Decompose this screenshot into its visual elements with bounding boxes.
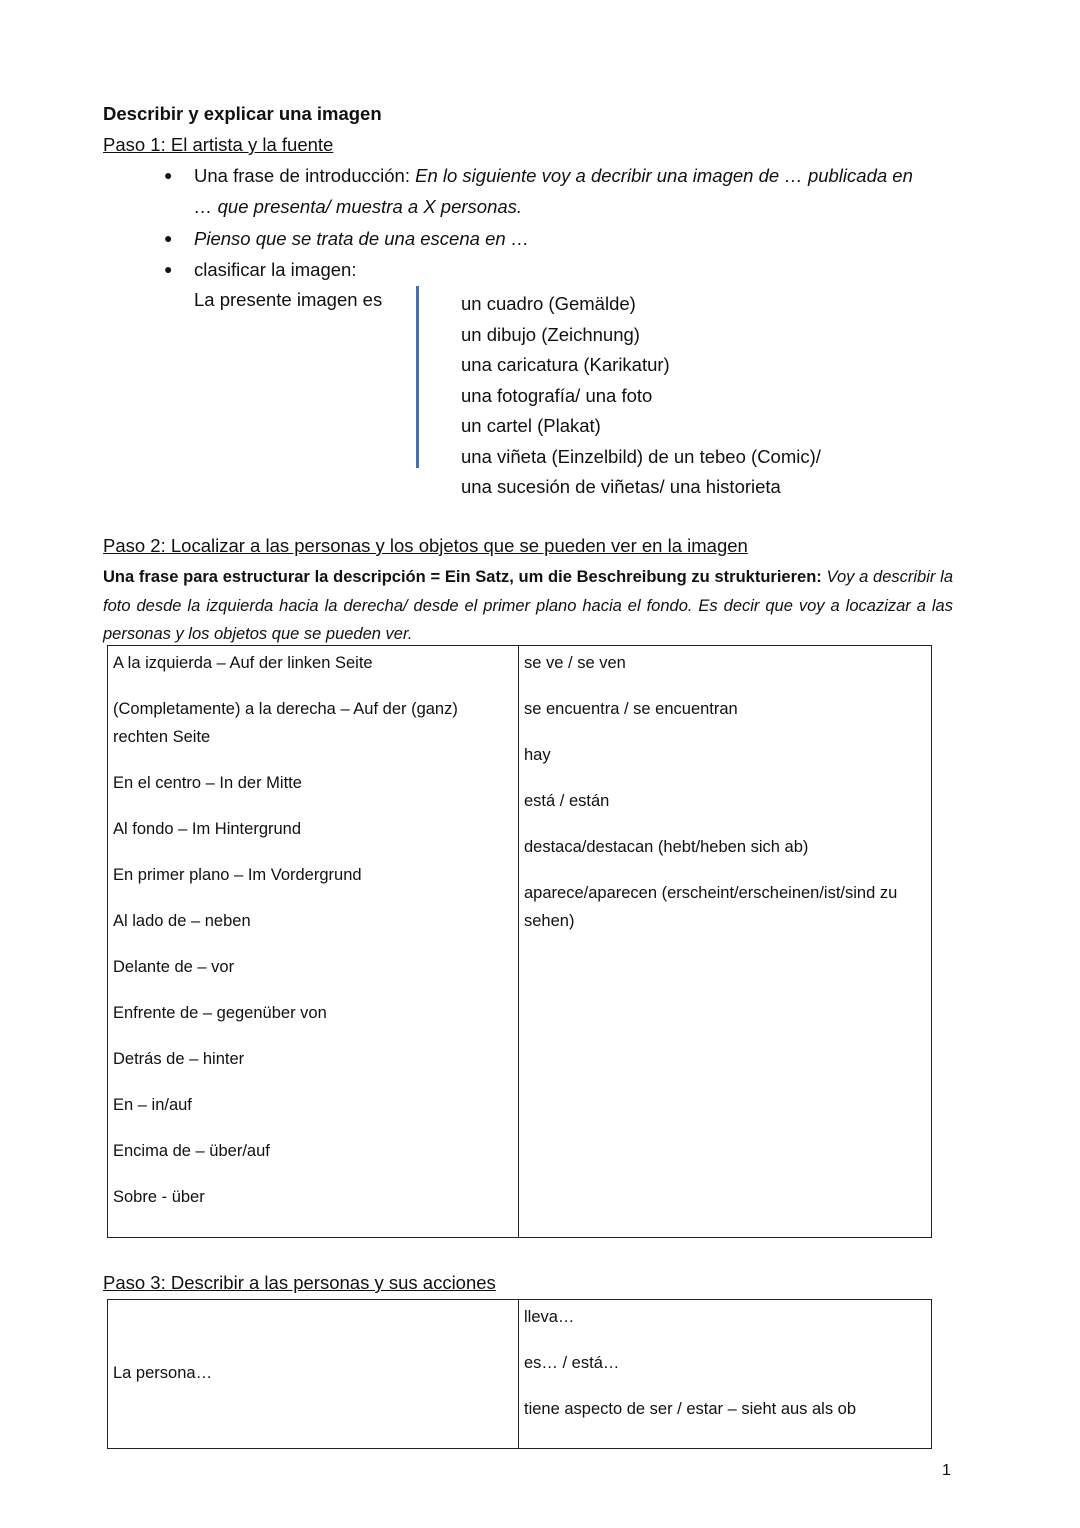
bullet-dot-icon: ●: [164, 167, 173, 183]
bullet-dot-icon: ●: [164, 261, 173, 277]
location-phrase: Encima de – über/auf: [113, 1141, 270, 1160]
bullet-dot-icon: ●: [164, 230, 173, 246]
step1-heading: Paso 1: El artista y la fuente: [103, 134, 334, 155]
image-type-item: un cuadro (Gemälde): [461, 293, 636, 314]
bullet-intro-example: En lo siguiente voy a decribir una imagen de … publicada en: [415, 165, 913, 186]
bullet-intro-example-cont: … que presenta/ muestra a X personas.: [194, 196, 523, 217]
step2-heading: Paso 2: Localizar a las personas y los objetos que se pueden ver en la imagen: [103, 535, 748, 556]
verb-phrases-cell: [519, 646, 932, 1238]
classify-lead: La presente imagen es: [194, 289, 383, 310]
bullet-intro-label: Una frase de introducción:: [194, 165, 416, 186]
location-phrase: Enfrente de – gegenüber von: [113, 1003, 327, 1022]
image-type-item: una sucesión de viñetas/ una historieta: [461, 476, 781, 497]
location-table: [107, 645, 932, 1238]
location-phrase: Al lado de – neben: [113, 911, 251, 930]
location-phrase: Delante de – vor: [113, 957, 235, 976]
image-type-item: un dibujo (Zeichnung): [461, 323, 640, 345]
location-phrase: En – in/auf: [113, 1095, 192, 1114]
verb-phrase: aparece/aparecen (erscheint/erscheinen/ist/sind zu sehen): [524, 884, 898, 930]
bullet-scene: [164, 228, 529, 250]
location-phrase: (Completamente) a la derecha – Auf der (ganz) rechten Seite: [113, 700, 458, 746]
image-type-item: un cartel (Plakat): [461, 415, 601, 436]
image-type-item: una fotografía/ una foto: [461, 384, 653, 406]
person-verbs-cell: [519, 1300, 932, 1449]
step2-instruction-bold: Una frase para estructurar la descripción = Ein Satz, um die Beschreibung zu strukturieren:: [103, 568, 822, 586]
location-phrase: Sobre - über: [113, 1187, 205, 1206]
location-phrase: Al fondo – Im Hintergrund: [113, 819, 302, 838]
page-title: Describir y explicar una imagen: [103, 103, 382, 124]
page-number: 1: [942, 1462, 951, 1479]
bullet-intro: [164, 165, 913, 187]
verb-phrase: se encuentra / se encuentran: [524, 700, 738, 718]
verb-phrase: está / están: [524, 792, 610, 810]
person-verb: tiene aspecto de ser / estar – sieht aus als ob: [524, 1400, 857, 1418]
verb-phrase: hay: [524, 746, 551, 764]
person-cell: [108, 1300, 519, 1449]
verb-phrase: se ve / se ven: [524, 654, 626, 672]
location-phrase: En primer plano – Im Vordergrund: [113, 865, 362, 884]
image-types-list: [461, 289, 821, 503]
location-phrase: Detrás de – hinter: [113, 1049, 245, 1068]
step3-heading: Paso 3: Describir a las personas y sus acciones: [103, 1272, 496, 1293]
bullet-classify-text: clasificar la imagen:: [194, 259, 357, 280]
persons-table: [107, 1299, 932, 1449]
person-verb: es… / está…: [524, 1354, 620, 1372]
bullet-scene-text: Pienso que se trata de una escena en …: [194, 228, 530, 249]
step2-instruction-example: Voy a describir la foto desde la izquierda hacia la derecha/ desde el primer plano hacia el fondo. Es decir que voy a locazizar a las personas y los objetos que se pueden ver.: [103, 568, 953, 643]
location-phrase: A la izquierda – Auf der linken Seite: [113, 654, 373, 672]
location-phrase: En el centro – In der Mitte: [113, 773, 302, 792]
bullet-classify: [164, 259, 356, 281]
location-phrases-cell: [108, 646, 519, 1238]
image-type-item: una caricatura (Karikatur): [461, 354, 670, 375]
person-label: La persona…: [113, 1364, 213, 1383]
verb-phrase: destaca/destacan (hebt/heben sich ab): [524, 838, 809, 856]
vertical-divider: [416, 286, 419, 468]
person-verb: lleva…: [524, 1308, 575, 1326]
step2-instruction: [103, 563, 953, 649]
image-type-item: una viñeta (Einzelbild) de un tebeo (Comic)/: [461, 445, 821, 467]
